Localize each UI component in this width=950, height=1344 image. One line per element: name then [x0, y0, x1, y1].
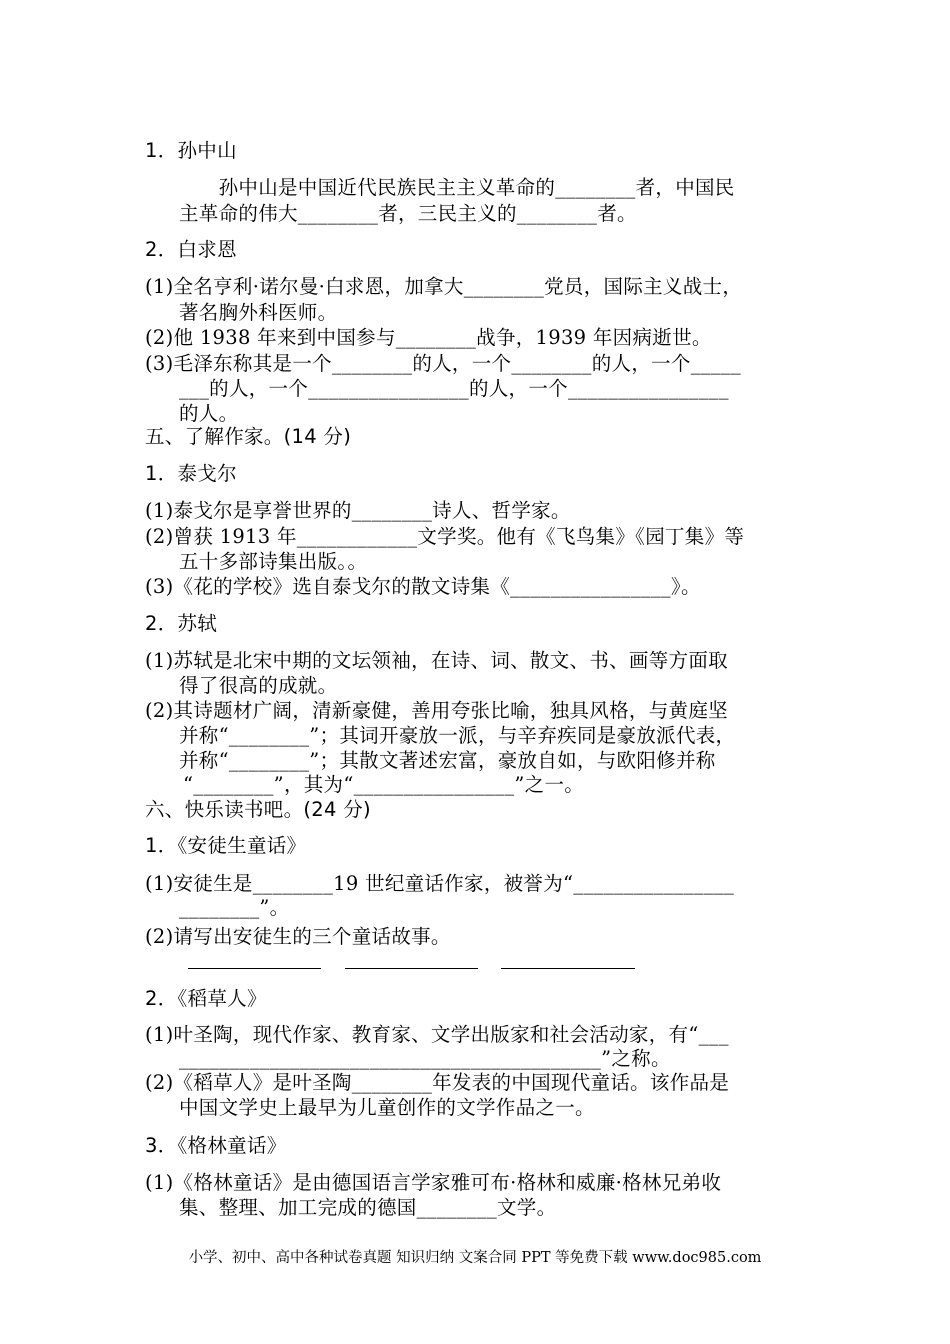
scarecrow-q2-cont: 中国文学史上最早为儿童创作的文学作品之一。	[179, 1096, 595, 1119]
item-heading-tagore: 1．泰戈尔	[145, 462, 237, 485]
grimm-q1-cont: 集、整理、加工完成的德国________文学。	[179, 1196, 557, 1219]
andersen-q1: (1)安徒生是________19 世纪童话作家，被誉为“________________	[145, 872, 735, 895]
su-shi-q2: (2)其诗题材广阔，清新豪健，善用夸张比喻，独具风格，与黄庭坚	[145, 699, 728, 722]
scarecrow-q2: (2)《稻草人》是叶圣陶________年发表的中国现代童话。该作品是	[145, 1071, 730, 1094]
tagore-q3: (3)《花的学校》选自泰戈尔的散文诗集《________________》。	[145, 575, 701, 598]
bethune-q3-end: 的人。	[179, 402, 239, 425]
bethune-q1-cont: 著名胸外科医师。	[179, 301, 338, 324]
bethune-q1: (1)全名亨利·诺尔曼·白求恩，加拿大________党员，国际主义战士，	[145, 275, 743, 298]
item-heading-bethune: 2．白求恩	[145, 238, 237, 261]
answer-blank-1[interactable]	[188, 968, 321, 969]
su-shi-q2-cont2: 并称“________”；其散文著述宏富，豪放自如，与欧阳修并称	[179, 749, 716, 772]
sun-zhongshan-text-cont: 主革命的伟大________者，三民主义的________者。	[179, 202, 637, 225]
scarecrow-q1: (1)叶圣陶，现代作家、教育家、文学出版家和社会活动家，有“___	[145, 1023, 729, 1046]
andersen-answer-blanks	[188, 968, 648, 972]
bethune-q3: (3)毛泽东称其是一个________的人，一个________的人，一个_____	[145, 352, 741, 375]
andersen-q1-cont: ________”。	[179, 896, 290, 919]
sun-zhongshan-text: 孙中山是中国近代民族民主主义革命的________者，中国民	[179, 176, 735, 199]
page-footer: 小学、初中、高中各种试卷真题 知识归纳 文案合同 PPT 等免费下载 www.doc985.com	[188, 1250, 762, 1266]
su-shi-q1: (1)苏轼是北宋中期的文坛领袖，在诗、词、散文、书、画等方面取	[145, 649, 728, 672]
tagore-q1: (1)泰戈尔是享誉世界的________诗人、哲学家。	[145, 499, 571, 522]
answer-blank-3[interactable]	[501, 968, 635, 969]
su-shi-q2-cont3: “________”，其为“________________”之一。	[183, 773, 585, 796]
scarecrow-q1-cont: __________________________________________”之称。	[179, 1047, 671, 1070]
item-heading-grimm: 3．《格林童话》	[145, 1134, 287, 1157]
item-heading-sun-zhongshan: 1．孙中山	[145, 139, 237, 162]
bethune-q3-cont: ___的人，一个________________的人，一个________________	[179, 377, 729, 400]
item-heading-su-shi: 2．苏轼	[145, 612, 218, 635]
tagore-q2-cont: 五十多部诗集出版。。	[179, 550, 368, 573]
andersen-q2: (2)请写出安徒生的三个童话故事。	[145, 925, 451, 948]
answer-blank-2[interactable]	[345, 968, 478, 969]
section-five-heading: 五、了解作家。(14 分)	[145, 425, 352, 448]
grimm-q1: (1)《格林童话》是由德国语言学家雅可布·格林和威廉·格林兄弟收	[145, 1171, 722, 1194]
tagore-q2: (2)曾获 1913 年____________文学奖。他有《飞鸟集》《园丁集》等	[145, 525, 745, 548]
item-heading-andersen: 1．《安徒生童话》	[145, 834, 307, 857]
su-shi-q2-cont1: 并称“________”；其词开豪放一派，与辛弃疾同是豪放派代表，	[179, 724, 736, 747]
item-heading-scarecrow: 2．《稻草人》	[145, 987, 267, 1010]
section-six-heading: 六、快乐读书吧。(24 分)	[145, 798, 371, 821]
su-shi-q1-cont: 得了很高的成就。	[179, 674, 338, 697]
bethune-q2: (2)他 1938 年来到中国参与________战争，1939 年因病逝世。	[145, 326, 712, 349]
